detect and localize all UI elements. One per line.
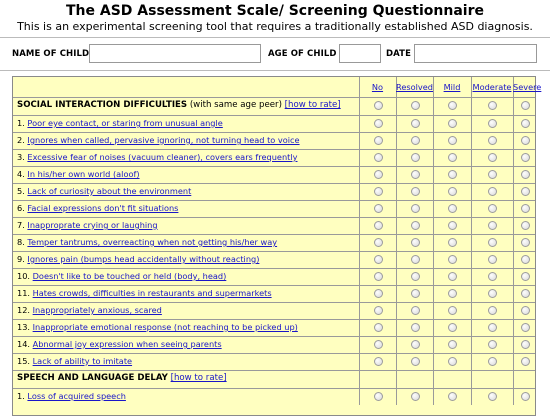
radio-no[interactable] [374, 306, 383, 315]
radio-no[interactable] [374, 204, 383, 213]
column-separator [396, 337, 397, 353]
column-separator [396, 133, 397, 149]
column-separator [396, 150, 397, 166]
question-row [13, 285, 535, 302]
radio-mild[interactable] [448, 101, 457, 110]
column-separator [433, 389, 434, 405]
column-separator [396, 167, 397, 183]
radio-severe[interactable] [521, 392, 530, 401]
radio-moderate[interactable] [488, 238, 497, 247]
radio-resolved[interactable] [411, 357, 420, 366]
column-separator [359, 252, 360, 268]
column-separator [359, 133, 360, 149]
question-link[interactable]: Inappropriately anxious, scared [32, 305, 162, 315]
radio-severe[interactable] [521, 238, 530, 247]
radio-resolved[interactable] [411, 255, 420, 264]
radio-no[interactable] [374, 187, 383, 196]
radio-moderate[interactable] [488, 101, 497, 110]
column-separator [513, 116, 514, 132]
radio-moderate[interactable] [488, 187, 497, 196]
question-label [17, 152, 297, 162]
radio-severe[interactable] [521, 272, 530, 281]
radio-severe[interactable] [521, 153, 530, 162]
radio-no[interactable] [374, 238, 383, 247]
radio-resolved[interactable] [411, 306, 420, 315]
radio-severe[interactable] [521, 101, 530, 110]
question-row [13, 319, 535, 336]
question-link[interactable]: Abnormal joy expression when seeing parents [32, 339, 222, 349]
column-separator [513, 218, 514, 234]
radio-severe[interactable] [521, 323, 530, 332]
column-header-resolved[interactable]: Resolved [396, 82, 433, 92]
how-to-rate-link[interactable]: [how to rate] [170, 373, 227, 383]
column-separator [471, 184, 472, 200]
question-label [17, 305, 162, 315]
radio-mild[interactable] [448, 153, 457, 162]
column-separator [433, 167, 434, 183]
column-separator [433, 116, 434, 132]
radio-no[interactable] [374, 323, 383, 332]
question-number: 3. [17, 152, 28, 162]
radio-moderate[interactable] [488, 153, 497, 162]
question-row [13, 149, 535, 166]
radio-severe[interactable] [521, 255, 530, 264]
question-row [13, 234, 535, 251]
section-note: (with same age peer) [187, 100, 285, 110]
column-separator [433, 133, 434, 149]
question-label [17, 203, 178, 213]
column-separator [471, 218, 472, 234]
radio-resolved[interactable] [411, 392, 420, 401]
column-separator [359, 167, 360, 183]
column-separator [359, 218, 360, 234]
column-separator [359, 389, 360, 405]
radio-no[interactable] [374, 340, 383, 349]
radio-resolved[interactable] [411, 153, 420, 162]
column-separator [471, 303, 472, 319]
radio-mild[interactable] [448, 272, 457, 281]
questionnaire-grid [12, 76, 542, 416]
radio-resolved[interactable] [411, 289, 420, 298]
question-link[interactable]: Hates crowds, difficulties in restaurants and supermarkets [32, 288, 272, 298]
column-separator [359, 235, 360, 251]
question-label [17, 322, 298, 332]
question-link[interactable]: Ignores when called, pervasive ignoring, not turning head to voice [27, 135, 300, 145]
name-of-child-label: NAME OF CHILD [12, 49, 90, 59]
question-link[interactable]: Lack of ability to imitate [32, 356, 133, 366]
radio-severe[interactable] [521, 136, 530, 145]
radio-moderate[interactable] [488, 221, 497, 230]
column-separator [513, 252, 514, 268]
column-separator [359, 354, 360, 370]
question-number: 6. [17, 203, 28, 213]
column-separator [513, 303, 514, 319]
column-separator [513, 150, 514, 166]
radio-mild[interactable] [448, 340, 457, 349]
question-number: 8. [17, 237, 28, 247]
radio-mild[interactable] [448, 306, 457, 315]
column-separator [359, 320, 360, 336]
radio-moderate[interactable] [488, 340, 497, 349]
column-separator [513, 389, 514, 405]
radio-mild[interactable] [448, 170, 457, 179]
radio-mild[interactable] [448, 289, 457, 298]
column-separator [396, 201, 397, 217]
question-row [13, 132, 535, 149]
column-separator [433, 371, 434, 388]
radio-resolved[interactable] [411, 101, 420, 110]
question-number: 1. [17, 391, 28, 401]
radio-severe[interactable] [521, 204, 530, 213]
column-header-moderate[interactable]: Moderate [472, 82, 512, 92]
column-separator [513, 235, 514, 251]
radio-mild[interactable] [448, 323, 457, 332]
age-of-child-input[interactable] [339, 44, 381, 63]
column-separator [471, 320, 472, 336]
radio-resolved[interactable] [411, 204, 420, 213]
question-number: 11. [17, 288, 33, 298]
column-separator [471, 252, 472, 268]
question-number: 4. [17, 169, 28, 179]
radio-resolved[interactable] [411, 340, 420, 349]
column-separator [359, 98, 360, 115]
radio-no[interactable] [374, 289, 383, 298]
radio-moderate[interactable] [488, 272, 497, 281]
radio-moderate[interactable] [488, 255, 497, 264]
question-link[interactable]: Inappropriate emotional response (not reaching to be picked up) [32, 322, 298, 332]
column-separator [396, 252, 397, 268]
column-separator [359, 201, 360, 217]
section-title-text: SOCIAL INTERACTION DIFFICULTIES [17, 100, 188, 110]
radio-severe[interactable] [521, 289, 530, 298]
radio-mild[interactable] [448, 238, 457, 247]
radio-severe[interactable] [521, 187, 530, 196]
column-header-severe[interactable]: Severe [513, 82, 542, 92]
radio-resolved[interactable] [411, 187, 420, 196]
question-row [13, 388, 535, 405]
radio-resolved[interactable] [411, 221, 420, 230]
question-row [13, 336, 535, 353]
column-separator [513, 184, 514, 200]
radio-moderate[interactable] [488, 119, 497, 128]
column-separator [513, 98, 514, 115]
radio-no[interactable] [374, 170, 383, 179]
radio-mild[interactable] [448, 136, 457, 145]
column-separator [471, 201, 472, 217]
question-label [17, 186, 191, 196]
column-separator [396, 286, 397, 302]
column-separator [471, 286, 472, 302]
radio-mild[interactable] [448, 392, 457, 401]
column-separator [396, 389, 397, 405]
column-separator [396, 218, 397, 234]
question-link[interactable]: Temper tantrums, overreacting when not getting his/her way [27, 237, 278, 247]
column-separator [471, 116, 472, 132]
column-separator [359, 150, 360, 166]
section-title [17, 373, 227, 383]
column-separator [513, 133, 514, 149]
column-separator [471, 337, 472, 353]
question-label [17, 135, 300, 145]
name-of-child-input[interactable] [89, 44, 261, 63]
question-row [13, 183, 535, 200]
question-number: 2. [17, 135, 28, 145]
column-separator [513, 354, 514, 370]
question-row [13, 115, 535, 132]
column-separator [513, 337, 514, 353]
question-link[interactable]: Excessive fear of noises (vacuum cleaner), covers ears frequently [27, 152, 298, 162]
column-separator [433, 303, 434, 319]
question-label [17, 237, 277, 247]
question-label [17, 356, 132, 366]
radio-mild[interactable] [448, 357, 457, 366]
column-separator [471, 150, 472, 166]
section-title [17, 100, 341, 110]
column-separator [513, 269, 514, 285]
column-separator [513, 201, 514, 217]
radio-moderate[interactable] [488, 289, 497, 298]
column-separator [396, 116, 397, 132]
question-label [17, 339, 222, 349]
radio-severe[interactable] [521, 357, 530, 366]
question-label [17, 254, 259, 264]
radio-resolved[interactable] [411, 136, 420, 145]
question-row [13, 217, 535, 234]
radio-severe[interactable] [521, 170, 530, 179]
column-separator [396, 98, 397, 115]
question-number: 14. [17, 339, 33, 349]
column-separator [396, 235, 397, 251]
radio-resolved[interactable] [411, 323, 420, 332]
column-separator [433, 354, 434, 370]
radio-no[interactable] [374, 272, 383, 281]
column-separator [396, 371, 397, 388]
question-number: 7. [17, 220, 28, 230]
column-separator [471, 98, 472, 115]
question-number: 9. [17, 254, 28, 264]
column-header-mild[interactable]: Mild [443, 82, 461, 92]
radio-no[interactable] [374, 357, 383, 366]
question-number: 12. [17, 305, 33, 315]
column-separator [471, 371, 472, 388]
question-row [13, 353, 535, 370]
column-separator [471, 167, 472, 183]
question-row [13, 302, 535, 319]
radio-no[interactable] [374, 101, 383, 110]
radio-resolved[interactable] [411, 238, 420, 247]
column-separator [433, 337, 434, 353]
question-link[interactable]: Ignores pain (bumps head accidentally without reacting) [27, 254, 260, 264]
page-subtitle: This is an experimental screening tool that requires a traditionally established ASD diagnosis. [17, 20, 533, 33]
column-separator [396, 184, 397, 200]
question-label [17, 288, 272, 298]
radio-moderate[interactable] [488, 357, 497, 366]
child-info-form [0, 37, 550, 71]
column-separator [359, 116, 360, 132]
radio-moderate[interactable] [488, 306, 497, 315]
radio-severe[interactable] [521, 119, 530, 128]
radio-resolved[interactable] [411, 119, 420, 128]
radio-moderate[interactable] [488, 392, 497, 401]
radio-moderate[interactable] [488, 323, 497, 332]
column-separator [433, 218, 434, 234]
question-link[interactable]: Inapproprate crying or laughing [27, 220, 158, 230]
radio-moderate[interactable] [488, 204, 497, 213]
question-link[interactable]: In his/her own world (aloof) [27, 169, 140, 179]
question-number: 1. [17, 118, 28, 128]
question-link[interactable]: Loss of acquired speech [27, 391, 126, 401]
column-separator [396, 320, 397, 336]
column-separator [359, 184, 360, 200]
column-separator [359, 371, 360, 388]
radio-severe[interactable] [521, 306, 530, 315]
question-label [17, 271, 226, 281]
question-link[interactable]: Lack of curiosity about the environment [27, 186, 192, 196]
question-label [17, 391, 126, 401]
section-header-row [13, 370, 535, 388]
column-separator [433, 150, 434, 166]
column-separator [513, 320, 514, 336]
column-separator [471, 235, 472, 251]
radio-mild[interactable] [448, 221, 457, 230]
column-separator [433, 252, 434, 268]
column-separator [396, 303, 397, 319]
radio-no[interactable] [374, 392, 383, 401]
column-separator [359, 303, 360, 319]
section-title-text: SPEECH AND LANGUAGE DELAY [17, 373, 168, 383]
question-link[interactable]: Facial expressions don't fit situations [27, 203, 179, 213]
question-label [17, 118, 223, 128]
column-separator [359, 337, 360, 353]
radio-mild[interactable] [448, 119, 457, 128]
column-separator [471, 133, 472, 149]
question-link[interactable]: Poor eye contact, or staring from unusual angle [27, 118, 223, 128]
column-header-no[interactable]: No [371, 82, 384, 92]
section-header-row [13, 97, 535, 115]
radio-moderate[interactable] [488, 136, 497, 145]
question-row [13, 200, 535, 217]
column-separator [359, 286, 360, 302]
question-row [13, 268, 535, 285]
rating-header-row [13, 77, 542, 97]
radio-no[interactable] [374, 119, 383, 128]
column-separator [396, 354, 397, 370]
question-label [17, 220, 158, 230]
column-separator [359, 269, 360, 285]
column-separator [433, 235, 434, 251]
radio-mild[interactable] [448, 187, 457, 196]
question-number: 5. [17, 186, 28, 196]
column-separator [471, 269, 472, 285]
column-separator [396, 269, 397, 285]
column-separator [513, 286, 514, 302]
radio-severe[interactable] [521, 340, 530, 349]
radio-no[interactable] [374, 136, 383, 145]
radio-mild[interactable] [448, 255, 457, 264]
question-row [13, 166, 535, 183]
question-number: 15. [17, 356, 33, 366]
column-separator [433, 320, 434, 336]
radio-resolved[interactable] [411, 272, 420, 281]
column-separator [433, 286, 434, 302]
age-of-child-label: AGE OF CHILD [268, 49, 337, 59]
question-link[interactable]: Doesn't like to be touched or held (body, head) [32, 271, 227, 281]
radio-moderate[interactable] [488, 170, 497, 179]
column-separator [433, 184, 434, 200]
page-title: The ASD Assessment Scale/ Screening Questionnaire [66, 3, 484, 19]
column-separator [433, 269, 434, 285]
column-separator [513, 371, 514, 388]
question-number: 10. [17, 271, 33, 281]
radio-no[interactable] [374, 221, 383, 230]
how-to-rate-link[interactable]: [how to rate] [284, 100, 341, 110]
radio-mild[interactable] [448, 204, 457, 213]
date-input[interactable] [414, 44, 537, 63]
question-row [13, 251, 535, 268]
question-label [17, 169, 140, 179]
radio-resolved[interactable] [411, 170, 420, 179]
radio-severe[interactable] [521, 221, 530, 230]
radio-no[interactable] [374, 153, 383, 162]
column-separator [471, 354, 472, 370]
question-number: 13. [17, 322, 33, 332]
column-separator [433, 201, 434, 217]
date-label: DATE [386, 49, 411, 59]
column-separator [513, 167, 514, 183]
column-separator [433, 98, 434, 115]
radio-no[interactable] [374, 255, 383, 264]
column-separator [471, 389, 472, 405]
